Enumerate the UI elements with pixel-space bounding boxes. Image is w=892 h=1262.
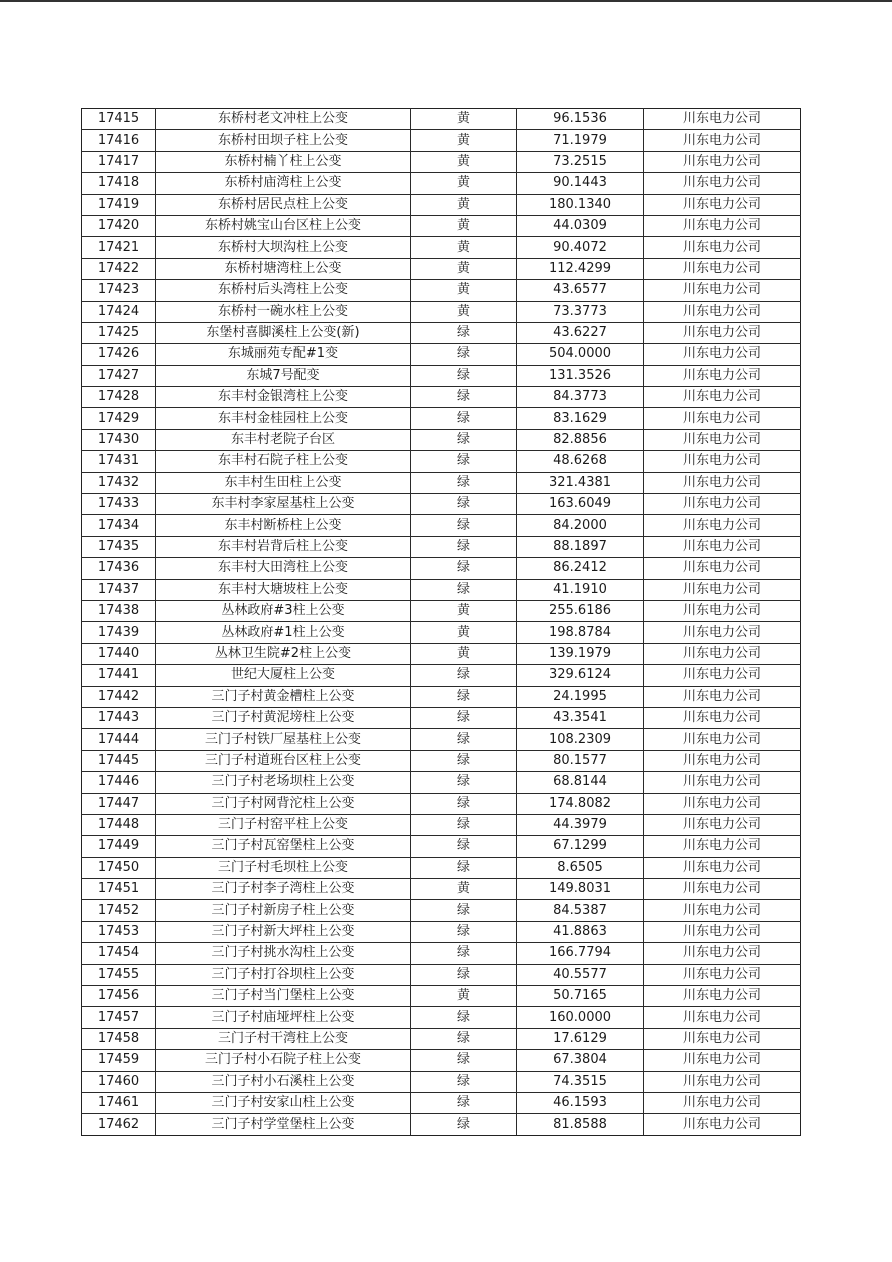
row-company-cell: 川东电力公司 [644,408,801,429]
row-company-cell: 川东电力公司 [644,536,801,557]
table-row [82,836,801,857]
row-company-cell: 川东电力公司 [644,451,801,472]
row-level-cell: 绿 [411,344,517,365]
row-value-cell: 108.2309 [517,729,644,750]
row-level-cell: 绿 [411,943,517,964]
row-name-cell: 三门子村庙垭坪柱上公变 [156,1007,411,1028]
row-company-cell: 川东电力公司 [644,494,801,515]
table-row [82,729,801,750]
row-value-cell: 41.8863 [517,921,644,942]
row-name-cell: 东丰村石院子柱上公变 [156,451,411,472]
row-value-cell: 82.8856 [517,429,644,450]
row-id-cell: 17454 [82,943,156,964]
row-id-cell: 17458 [82,1028,156,1049]
row-value-cell: 43.6577 [517,280,644,301]
row-level-cell: 绿 [411,1092,517,1113]
row-name-cell: 东桥村田坝子柱上公变 [156,130,411,151]
row-value-cell: 73.3773 [517,301,644,322]
row-company-cell: 川东电力公司 [644,686,801,707]
row-value-cell: 67.1299 [517,836,644,857]
row-level-cell: 绿 [411,1028,517,1049]
row-value-cell: 67.3804 [517,1050,644,1071]
row-id-cell: 17443 [82,707,156,728]
row-level-cell: 绿 [411,451,517,472]
row-id-cell: 17446 [82,772,156,793]
table-row [82,857,801,878]
row-company-cell: 川东电力公司 [644,707,801,728]
row-value-cell: 84.5387 [517,900,644,921]
table-row [82,215,801,236]
row-value-cell: 131.3526 [517,365,644,386]
row-name-cell: 东城7号配变 [156,365,411,386]
row-id-cell: 17440 [82,643,156,664]
row-level-cell: 绿 [411,665,517,686]
row-name-cell: 三门子村打谷坝柱上公变 [156,964,411,985]
row-name-cell: 东桥村楠丫柱上公变 [156,151,411,172]
row-level-cell: 绿 [411,536,517,557]
table-row [82,900,801,921]
row-company-cell: 川东电力公司 [644,173,801,194]
row-id-cell: 17448 [82,814,156,835]
row-value-cell: 44.3979 [517,814,644,835]
row-level-cell: 绿 [411,365,517,386]
row-company-cell: 川东电力公司 [644,109,801,130]
row-level-cell: 绿 [411,857,517,878]
table-row [82,301,801,322]
row-id-cell: 17426 [82,344,156,365]
row-name-cell: 东丰村断桥柱上公变 [156,515,411,536]
row-company-cell: 川东电力公司 [644,365,801,386]
row-company-cell: 川东电力公司 [644,943,801,964]
row-value-cell: 17.6129 [517,1028,644,1049]
page-top-border [0,0,892,2]
row-company-cell: 川东电力公司 [644,387,801,408]
row-name-cell: 东丰村生田柱上公变 [156,472,411,493]
table-row [82,109,801,130]
row-value-cell: 321.4381 [517,472,644,493]
table-row [82,707,801,728]
row-name-cell: 三门子村老场坝柱上公变 [156,772,411,793]
row-name-cell: 东城丽苑专配#1变 [156,344,411,365]
table-row [82,986,801,1007]
table-row [82,322,801,343]
row-value-cell: 139.1979 [517,643,644,664]
table-row [82,194,801,215]
row-name-cell: 三门子村安家山柱上公变 [156,1092,411,1113]
table-row [82,1007,801,1028]
row-value-cell: 504.0000 [517,344,644,365]
row-value-cell: 329.6124 [517,665,644,686]
row-id-cell: 17420 [82,215,156,236]
row-name-cell: 三门子村黄泥塝柱上公变 [156,707,411,728]
row-company-cell: 川东电力公司 [644,921,801,942]
row-id-cell: 17451 [82,879,156,900]
row-level-cell: 黄 [411,130,517,151]
row-id-cell: 17461 [82,1092,156,1113]
row-name-cell: 丛林政府#3柱上公变 [156,600,411,621]
row-company-cell: 川东电力公司 [644,643,801,664]
row-name-cell: 东堡村喜脚溪柱上公变(新) [156,322,411,343]
row-company-cell: 川东电力公司 [644,301,801,322]
row-id-cell: 17449 [82,836,156,857]
row-level-cell: 绿 [411,793,517,814]
row-level-cell: 绿 [411,707,517,728]
row-id-cell: 17447 [82,793,156,814]
row-name-cell: 丛林政府#1柱上公变 [156,622,411,643]
row-value-cell: 44.0309 [517,215,644,236]
row-company-cell: 川东电力公司 [644,1050,801,1071]
row-name-cell: 东桥村一碗水柱上公变 [156,301,411,322]
row-name-cell: 三门子村小石溪柱上公变 [156,1071,411,1092]
row-company-cell: 川东电力公司 [644,600,801,621]
row-name-cell: 三门子村当门堡柱上公变 [156,986,411,1007]
row-name-cell: 东丰村金桂园柱上公变 [156,408,411,429]
table-row [82,151,801,172]
row-level-cell: 绿 [411,686,517,707]
row-name-cell: 三门子村网背沱柱上公变 [156,793,411,814]
row-id-cell: 17432 [82,472,156,493]
table-row [82,921,801,942]
row-level-cell: 黄 [411,301,517,322]
row-level-cell: 黄 [411,280,517,301]
row-company-cell: 川东电力公司 [644,558,801,579]
table-row [82,258,801,279]
row-id-cell: 17437 [82,579,156,600]
row-company-cell: 川东电力公司 [644,879,801,900]
row-name-cell: 三门子村瓦窑堡柱上公变 [156,836,411,857]
row-company-cell: 川东电力公司 [644,237,801,258]
row-company-cell: 川东电力公司 [644,1092,801,1113]
row-level-cell: 黄 [411,622,517,643]
row-id-cell: 17418 [82,173,156,194]
row-id-cell: 17459 [82,1050,156,1071]
row-level-cell: 黄 [411,109,517,130]
row-value-cell: 160.0000 [517,1007,644,1028]
row-id-cell: 17438 [82,600,156,621]
row-id-cell: 17436 [82,558,156,579]
row-value-cell: 83.1629 [517,408,644,429]
row-company-cell: 川东电力公司 [644,665,801,686]
table-row [82,750,801,771]
row-level-cell: 绿 [411,1071,517,1092]
row-value-cell: 73.2515 [517,151,644,172]
row-name-cell: 东桥村居民点柱上公变 [156,194,411,215]
table-row [82,686,801,707]
row-id-cell: 17433 [82,494,156,515]
row-company-cell: 川东电力公司 [644,729,801,750]
row-company-cell: 川东电力公司 [644,814,801,835]
row-value-cell: 90.1443 [517,173,644,194]
row-value-cell: 180.1340 [517,194,644,215]
row-id-cell: 17452 [82,900,156,921]
row-company-cell: 川东电力公司 [644,344,801,365]
row-value-cell: 43.6227 [517,322,644,343]
row-level-cell: 黄 [411,237,517,258]
row-value-cell: 166.7794 [517,943,644,964]
row-company-cell: 川东电力公司 [644,1028,801,1049]
table-row [82,964,801,985]
table-row [82,536,801,557]
row-value-cell: 84.2000 [517,515,644,536]
row-level-cell: 黄 [411,879,517,900]
row-name-cell: 三门子村学堂堡柱上公变 [156,1114,411,1135]
table-row [82,173,801,194]
row-company-cell: 川东电力公司 [644,1007,801,1028]
row-company-cell: 川东电力公司 [644,793,801,814]
row-name-cell: 东丰村老院子台区 [156,429,411,450]
row-id-cell: 17430 [82,429,156,450]
table-row [82,943,801,964]
table-row [82,494,801,515]
row-level-cell: 黄 [411,173,517,194]
row-name-cell: 三门子村黄金槽柱上公变 [156,686,411,707]
table-row [82,365,801,386]
row-name-cell: 三门子村挑水沟柱上公变 [156,943,411,964]
row-name-cell: 三门子村干湾柱上公变 [156,1028,411,1049]
row-level-cell: 黄 [411,151,517,172]
row-id-cell: 17427 [82,365,156,386]
row-company-cell: 川东电力公司 [644,836,801,857]
row-company-cell: 川东电力公司 [644,429,801,450]
row-id-cell: 17417 [82,151,156,172]
row-level-cell: 绿 [411,558,517,579]
table-row [82,1028,801,1049]
row-name-cell: 三门子村毛坝柱上公变 [156,857,411,878]
row-company-cell: 川东电力公司 [644,1071,801,1092]
row-name-cell: 三门子村铁厂屋基柱上公变 [156,729,411,750]
row-name-cell: 东丰村大田湾柱上公变 [156,558,411,579]
table-row [82,429,801,450]
row-id-cell: 17455 [82,964,156,985]
row-company-cell: 川东电力公司 [644,215,801,236]
row-value-cell: 198.8784 [517,622,644,643]
row-level-cell: 绿 [411,579,517,600]
row-name-cell: 三门子村窑平柱上公变 [156,814,411,835]
row-value-cell: 8.6505 [517,857,644,878]
row-id-cell: 17419 [82,194,156,215]
row-value-cell: 255.6186 [517,600,644,621]
table-row [82,451,801,472]
row-value-cell: 24.1995 [517,686,644,707]
row-company-cell: 川东电力公司 [644,515,801,536]
row-value-cell: 112.4299 [517,258,644,279]
row-company-cell: 川东电力公司 [644,280,801,301]
table-row [82,665,801,686]
table-row [82,793,801,814]
row-company-cell: 川东电力公司 [644,194,801,215]
row-value-cell: 88.1897 [517,536,644,557]
row-value-cell: 74.3515 [517,1071,644,1092]
row-id-cell: 17428 [82,387,156,408]
row-company-cell: 川东电力公司 [644,622,801,643]
row-name-cell: 三门子村新大坪柱上公变 [156,921,411,942]
row-level-cell: 黄 [411,600,517,621]
transformer-table [81,108,801,1136]
row-value-cell: 163.6049 [517,494,644,515]
row-level-cell: 绿 [411,387,517,408]
row-level-cell: 绿 [411,964,517,985]
row-value-cell: 48.6268 [517,451,644,472]
row-name-cell: 三门子村新房子柱上公变 [156,900,411,921]
row-value-cell: 90.4072 [517,237,644,258]
row-id-cell: 17423 [82,280,156,301]
row-name-cell: 东丰村大塘坡柱上公变 [156,579,411,600]
row-level-cell: 绿 [411,921,517,942]
table-row [82,558,801,579]
row-level-cell: 绿 [411,429,517,450]
table-row [82,472,801,493]
table-row [82,643,801,664]
row-id-cell: 17422 [82,258,156,279]
row-level-cell: 绿 [411,322,517,343]
row-id-cell: 17456 [82,986,156,1007]
row-value-cell: 50.7165 [517,986,644,1007]
row-level-cell: 绿 [411,750,517,771]
table-row [82,1050,801,1071]
row-id-cell: 17435 [82,536,156,557]
table-row [82,408,801,429]
row-company-cell: 川东电力公司 [644,1114,801,1135]
row-id-cell: 17450 [82,857,156,878]
row-level-cell: 黄 [411,986,517,1007]
table-row [82,237,801,258]
row-level-cell: 绿 [411,1114,517,1135]
row-id-cell: 17429 [82,408,156,429]
row-level-cell: 绿 [411,408,517,429]
row-id-cell: 17453 [82,921,156,942]
table-row [82,879,801,900]
row-value-cell: 41.1910 [517,579,644,600]
row-name-cell: 东桥村老文冲柱上公变 [156,109,411,130]
row-company-cell: 川东电力公司 [644,579,801,600]
row-value-cell: 46.1593 [517,1092,644,1113]
row-id-cell: 17445 [82,750,156,771]
row-name-cell: 东丰村金银湾柱上公变 [156,387,411,408]
row-id-cell: 17415 [82,109,156,130]
row-level-cell: 绿 [411,494,517,515]
row-level-cell: 黄 [411,643,517,664]
row-level-cell: 绿 [411,772,517,793]
row-level-cell: 绿 [411,836,517,857]
table-row [82,600,801,621]
row-level-cell: 绿 [411,900,517,921]
row-id-cell: 17444 [82,729,156,750]
row-id-cell: 17460 [82,1071,156,1092]
row-name-cell: 东桥村大坝沟柱上公变 [156,237,411,258]
row-level-cell: 黄 [411,194,517,215]
row-name-cell: 东桥村姚宝山台区柱上公变 [156,215,411,236]
row-id-cell: 17442 [82,686,156,707]
row-name-cell: 三门子村道班台区柱上公变 [156,750,411,771]
table-body [82,109,801,1136]
row-company-cell: 川东电力公司 [644,772,801,793]
row-company-cell: 川东电力公司 [644,900,801,921]
row-id-cell: 17439 [82,622,156,643]
row-name-cell: 东丰村李家屋基柱上公变 [156,494,411,515]
row-id-cell: 17421 [82,237,156,258]
row-id-cell: 17457 [82,1007,156,1028]
table-row [82,579,801,600]
row-name-cell: 东丰村岩背后柱上公变 [156,536,411,557]
row-value-cell: 149.8031 [517,879,644,900]
row-level-cell: 黄 [411,215,517,236]
row-value-cell: 96.1536 [517,109,644,130]
row-level-cell: 绿 [411,1007,517,1028]
row-value-cell: 81.8588 [517,1114,644,1135]
row-level-cell: 绿 [411,814,517,835]
row-company-cell: 川东电力公司 [644,472,801,493]
table-row [82,387,801,408]
table-row [82,344,801,365]
row-value-cell: 40.5577 [517,964,644,985]
row-value-cell: 86.2412 [517,558,644,579]
row-value-cell: 174.8082 [517,793,644,814]
row-company-cell: 川东电力公司 [644,151,801,172]
row-company-cell: 川东电力公司 [644,258,801,279]
row-company-cell: 川东电力公司 [644,986,801,1007]
row-name-cell: 三门子村小石院子柱上公变 [156,1050,411,1071]
row-id-cell: 17425 [82,322,156,343]
row-name-cell: 世纪大厦柱上公变 [156,665,411,686]
row-name-cell: 丛林卫生院#2柱上公变 [156,643,411,664]
row-value-cell: 43.3541 [517,707,644,728]
row-company-cell: 川东电力公司 [644,130,801,151]
row-company-cell: 川东电力公司 [644,750,801,771]
row-name-cell: 三门子村李子湾柱上公变 [156,879,411,900]
row-level-cell: 绿 [411,472,517,493]
row-company-cell: 川东电力公司 [644,322,801,343]
table-row [82,622,801,643]
row-value-cell: 84.3773 [517,387,644,408]
row-id-cell: 17462 [82,1114,156,1135]
table-row [82,814,801,835]
row-level-cell: 绿 [411,729,517,750]
table-row [82,130,801,151]
table-row [82,772,801,793]
row-level-cell: 绿 [411,515,517,536]
row-value-cell: 80.1577 [517,750,644,771]
row-value-cell: 68.8144 [517,772,644,793]
table-row [82,515,801,536]
row-id-cell: 17431 [82,451,156,472]
row-company-cell: 川东电力公司 [644,964,801,985]
table-row [82,280,801,301]
row-level-cell: 绿 [411,1050,517,1071]
row-value-cell: 71.1979 [517,130,644,151]
row-id-cell: 17416 [82,130,156,151]
table-row [82,1092,801,1113]
row-id-cell: 17441 [82,665,156,686]
table-row [82,1114,801,1135]
row-name-cell: 东桥村后头湾柱上公变 [156,280,411,301]
row-level-cell: 黄 [411,258,517,279]
row-id-cell: 17434 [82,515,156,536]
row-id-cell: 17424 [82,301,156,322]
table-row [82,1071,801,1092]
row-company-cell: 川东电力公司 [644,857,801,878]
row-name-cell: 东桥村塘湾柱上公变 [156,258,411,279]
row-name-cell: 东桥村庙湾柱上公变 [156,173,411,194]
